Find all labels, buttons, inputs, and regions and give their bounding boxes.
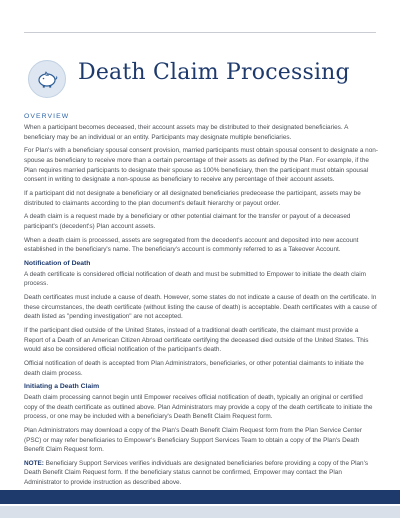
paragraph: A death certificate is considered official notification of death and must be submitted to Empower to initiate the death claim process. <box>24 270 366 288</box>
paragraph: Death claim processing cannot begin until Empower receives official notification of death, typically an original or certified copy of the death certificate as outlined above. Plan Administrators may provide a copy of the death certificate to initiate the process, or one may be included with a beneficiary's Death Benefit Claim Request form. <box>24 393 373 421</box>
note-label: NOTE: <box>24 459 44 467</box>
footer-strip <box>0 506 400 518</box>
top-divider <box>24 32 376 33</box>
paragraph: When a death claim is processed, assets are segregated from the decedent's account and deposited into new account established in the beneficiary's name. The beneficiary's account is commonly referred to as a Takeover Account. <box>24 236 359 254</box>
paragraph: If the participant died outside of the United States, instead of a traditional death certificate, the claimant must provide a Report of a Death of an American Citizen Abroad certificate certifying the deceased died outside of the United States. This would also be considered official notification of the participant's death. <box>24 327 369 354</box>
paragraph: Plan Administrators may download a copy of the Plan's Death Benefit Claim Request form from the Plan Service Center (PSC) or may refer beneficiaries to Empower's Beneficiary Support Services Team to obtain a copy of the Plan's Death Benefit Claim Request form. <box>24 426 362 454</box>
note-text: Beneficiary Support Services verifies individuals are designated beneficiaries before providing a copy of the Plan's Death Benefit Claim Request form. If the beneficiary status cannot be confirmed, Empower may contact the Plan Administrator to provide instruction as described above. <box>24 459 369 487</box>
paragraph: When a participant becomes deceased, their account assets may be distributed to their designated beneficiaries. A beneficiary may be an individual or an entity. Participants may designate multiple beneficiaries. <box>24 124 348 141</box>
paragraph: If a participant did not designate a beneficiary or all designated beneficiaries predecease the participant, assets may be distributed to claimants according to the plan document's default hierarchy or payout order. <box>24 189 361 207</box>
overview-heading: OVERVIEW <box>24 113 70 120</box>
paragraph: A death claim is a request made by a beneficiary or other potential claimant for the transfer or payout of a deceased participant's (decedent's) Plan account assets. <box>24 213 351 230</box>
paragraph: Death certificates must include a cause of death. However, some states do not indicate a cause of death on the certificate. In these circumstances, the death certificate (without listing the cause of death) is acceptable. Death certificates with a cause of death listed as "pending investigation" are not accepted. <box>24 294 377 321</box>
page-header <box>24 60 384 100</box>
piggy-bank-icon <box>28 60 66 98</box>
note-paragraph <box>24 459 378 488</box>
footer-band <box>0 490 400 504</box>
document-body <box>24 112 378 492</box>
paragraph: For Plan's with a beneficiary spousal consent provision, married participants must obtain spousal consent to designate a non-spouse as beneficiary to receive more than a certain percentage of their assets as defined by the Plan. For example, if the Plan requires married participants to designate their spouse as 100% beneficiary, then the participant must obtain spousal consent in writing to designate a non-spouse as beneficiary to receive any percentage of their account assets. <box>24 147 378 184</box>
section-heading-notification: Notification of Death <box>24 260 91 268</box>
page-title: Death Claim Processing <box>78 60 350 85</box>
section-heading-initiating: Initiating a Death Claim <box>24 383 100 391</box>
paragraph: Official notification of death is accepted from Plan Administrators, beneficiaries, or other potential claimants to initiate the death claim process. <box>24 359 364 377</box>
